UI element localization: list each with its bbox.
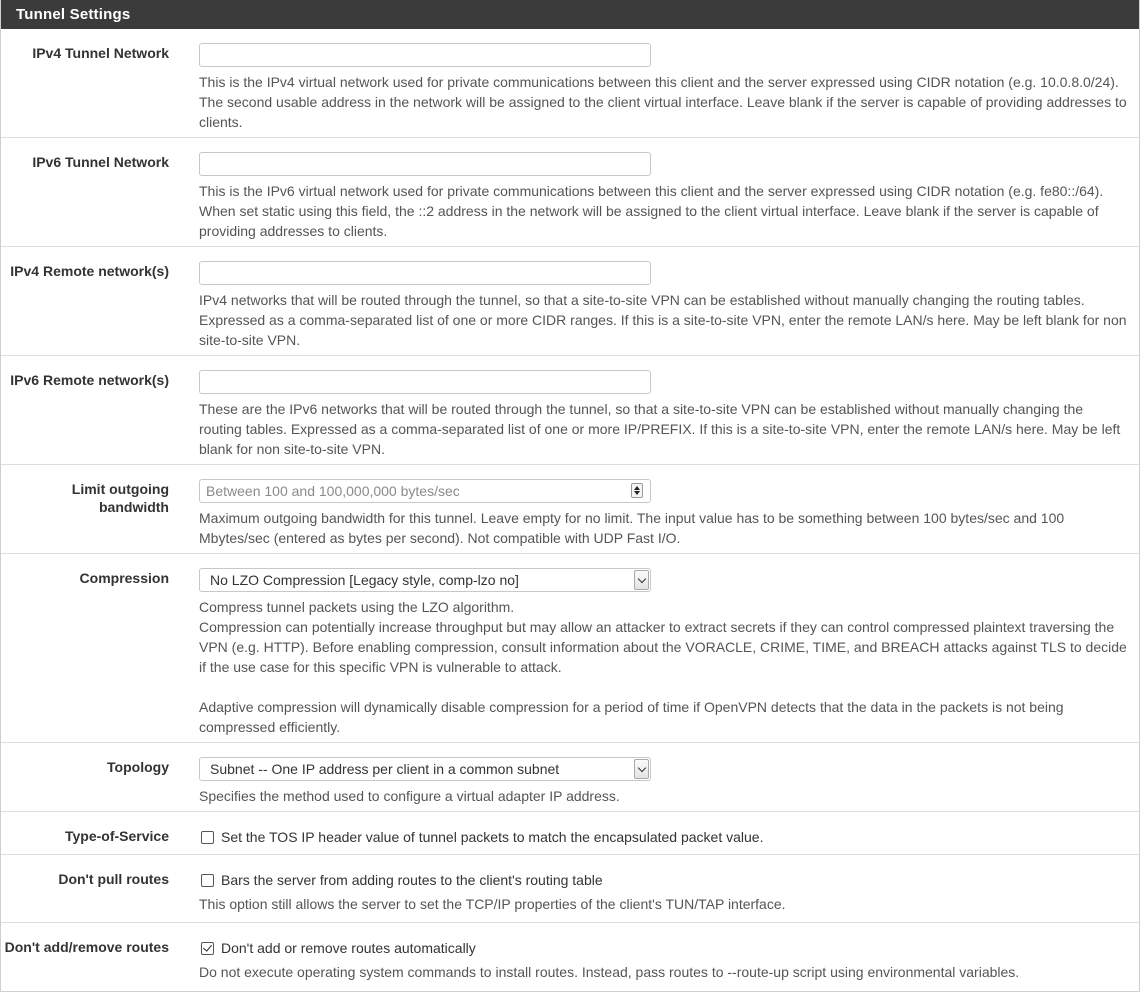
spinner-up-icon[interactable] — [634, 486, 640, 490]
compression-select[interactable] — [199, 568, 651, 592]
panel-title: Tunnel Settings — [1, 0, 1139, 29]
chevron-down-icon[interactable] — [634, 570, 649, 590]
ipv6-tunnel-network-input[interactable] — [199, 152, 651, 176]
compression-help-line-1: Compress tunnel packets using the LZO algorithm. — [199, 599, 515, 615]
ipv4-tunnel-network-label: IPv4 Tunnel Network — [32, 45, 169, 61]
dont-pull-routes-checkbox[interactable] — [201, 874, 214, 887]
topology-help: Specifies the method used to configure a virtual adapter IP address. — [199, 788, 620, 804]
ipv4-tunnel-network-input[interactable] — [199, 43, 651, 67]
type-of-service-label: Type-of-Service — [65, 828, 169, 844]
compression-help-line-2: Compression can potentially increase throughput but may allow an attacker to extract secrets if they can control compressed plaintext traversing the VPN (e.g. HTTP). Before enabling compression, consult information about the VORACLE, CRIME, TIME, and BREACH attacks against TLS to decide if the use case for this specific VPN is vulnerable to attack. — [199, 619, 1127, 675]
bandwidth-number-field — [199, 479, 651, 503]
ipv4-remote-networks-input[interactable] — [199, 261, 651, 285]
row-dont-pull-routes — [1, 855, 1139, 923]
type-of-service-checkbox-line[interactable] — [199, 827, 1129, 847]
ipv6-tunnel-network-label: IPv6 Tunnel Network — [32, 154, 169, 170]
dont-add-remove-routes-help: Do not execute operating system commands to install routes. Instead, pass routes to --route-up script using environmental variables. — [199, 964, 1020, 980]
compression-help — [199, 597, 1129, 737]
dont-add-remove-routes-checkbox-line[interactable] — [199, 938, 1129, 958]
row-dont-add-remove-routes — [1, 923, 1139, 991]
ipv6-remote-networks-input[interactable] — [199, 370, 651, 394]
topology-selected-value: Subnet -- One IP address per client in a common subnet — [210, 761, 560, 777]
dont-pull-routes-label: Don't pull routes — [58, 871, 169, 887]
limit-outgoing-bandwidth-help: Maximum outgoing bandwidth for this tunnel. Leave empty for no limit. The input value has to be something between 100 bytes/sec and 100 Mbytes/sec (entered as bytes per second). Not compatible with UDP Fast I/O. — [199, 510, 1065, 546]
compression-selected-value: No LZO Compression [Legacy style, comp-lzo no] — [210, 572, 519, 588]
chevron-down-icon[interactable] — [634, 759, 649, 779]
dont-pull-routes-help: This option still allows the server to set the TCP/IP properties of the client's TUN/TAP interface. — [199, 896, 786, 912]
dont-pull-routes-checkbox-line[interactable] — [199, 870, 1129, 890]
compression-help-line-3: Adaptive compression will dynamically disable compression for a period of time if OpenVPN detects that the data in the packets is not being compressed efficiently. — [199, 699, 1064, 735]
row-ipv4-tunnel-network — [1, 29, 1139, 138]
ipv4-tunnel-network-help: This is the IPv4 virtual network used for private communications between this client and the server expressed using CIDR notation (e.g. 10.0.8.0/24). The second usable address in the network will be assigned to the client virtual interface. Leave blank if the server is capable of providing addresses to clients. — [199, 74, 1127, 130]
ipv6-remote-networks-label: IPv6 Remote network(s) — [10, 372, 169, 388]
ipv4-remote-networks-label: IPv4 Remote network(s) — [10, 263, 169, 279]
ipv6-tunnel-network-help: This is the IPv6 virtual network used for private communications between this client and the server expressed using CIDR notation (e.g. fe80::/64). When set static using this field, the ::2 address in the network will be assigned to the client virtual interface. Leave blank if the server is capable of providing addresses to clients. — [199, 183, 1104, 239]
type-of-service-checkbox[interactable] — [201, 831, 214, 844]
ipv6-remote-networks-help: These are the IPv6 networks that will be routed through the tunnel, so that a site-to-site VPN can be established without manually changing the routing tables. Expressed as a comma-separated list of one or more IP/PREFIX. If this is a site-to-site VPN, enter the remote LAN/s here. May be left blank for non site-to-site VPN. — [199, 401, 1121, 457]
type-of-service-checkbox-label: Set the TOS IP header value of tunnel packets to match the encapsulated packet value. — [221, 829, 764, 845]
row-ipv6-tunnel-network — [1, 138, 1139, 247]
dont-pull-routes-checkbox-label: Bars the server from adding routes to the client's routing table — [221, 872, 603, 888]
row-ipv4-remote-networks — [1, 247, 1139, 356]
ipv4-remote-networks-help: IPv4 networks that will be routed through the tunnel, so that a site-to-site VPN can be established without manually changing the routing tables. Expressed as a comma-separated list of one or more CIDR ranges. If this is a site-to-site VPN, enter the remote LAN/s here. May be left blank for non site-to-site VPN. — [199, 292, 1127, 348]
row-limit-outgoing-bandwidth — [1, 465, 1139, 554]
limit-outgoing-bandwidth-label: Limit outgoing bandwidth — [71, 481, 169, 515]
dont-add-remove-routes-checkbox-label: Don't add or remove routes automatically — [221, 940, 476, 956]
spinner-down-icon[interactable] — [634, 491, 640, 495]
dont-add-remove-routes-checkbox[interactable] — [201, 942, 214, 955]
bandwidth-input[interactable] — [199, 479, 651, 503]
spinner-icon[interactable] — [631, 483, 643, 498]
row-compression — [1, 554, 1139, 743]
dont-add-remove-routes-label: Don't add/remove routes — [4, 939, 169, 955]
topology-select[interactable] — [199, 757, 651, 781]
row-type-of-service — [1, 812, 1139, 855]
compression-label: Compression — [79, 570, 169, 586]
row-topology — [1, 743, 1139, 812]
topology-label: Topology — [107, 759, 169, 775]
row-ipv6-remote-networks — [1, 356, 1139, 465]
